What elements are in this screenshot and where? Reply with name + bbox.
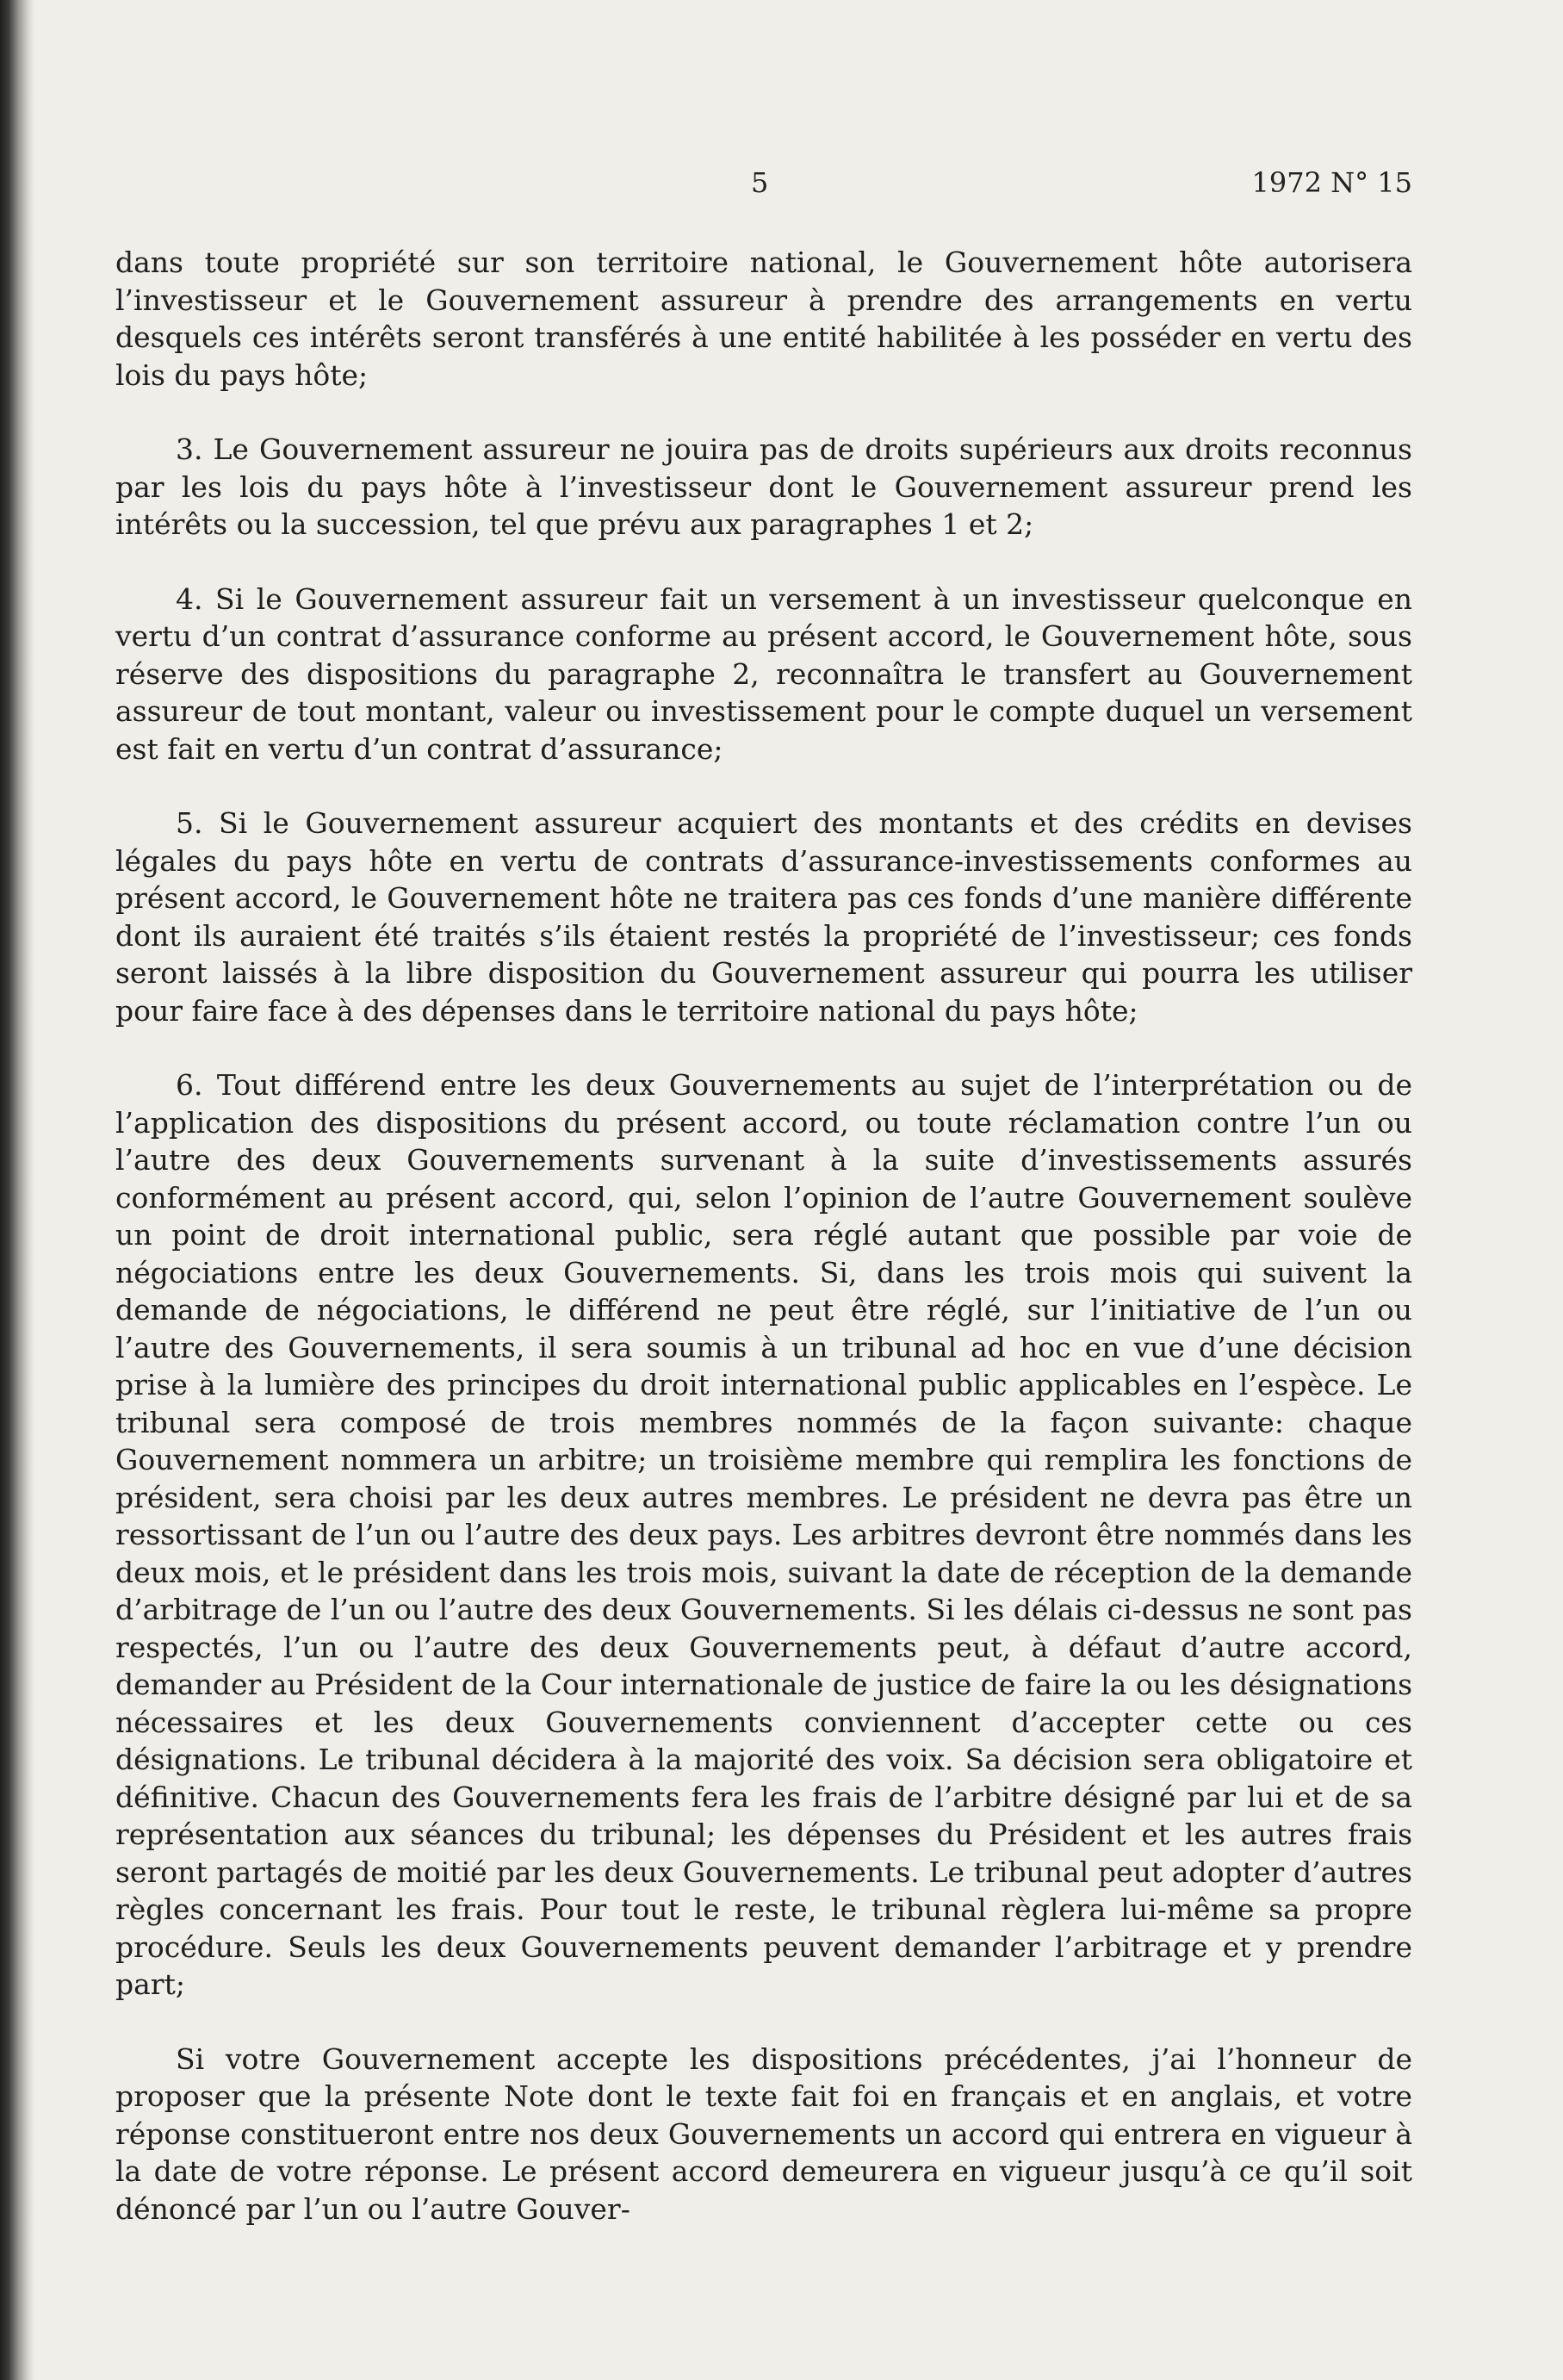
paragraph-5: 5. Si le Gouvernement assureur acquiert des montants et des crédits en devises légales du pays hôte en vertu de contrats d’assurance-investissements conformes au présent accord, le Gouvernement hôte ne traitera pas ces fonds d’une manière différente dont ils auraient été traités s’ils étaient restés la propriété de l’investisseur; ces fonds seront laissés à la libre disposition du Gouvernement assureur qui pourra les utiliser pour faire face à des dépenses dans le territoire national du pays hôte; [115, 806, 1412, 1028]
closing-paragraph: Si votre Gouvernement accepte les dispositions précédentes, j’ai l’honneur de proposer que la présente Note dont le texte fait foi en français et en anglais, et votre réponse constitueront entre nos deux Gouvernements un accord qui entrera en vigueur à la date de votre réponse. Le présent accord demeurera en vigueur jusqu’à ce qu’il soit dénoncé par l’un ou l’autre Gouver- [115, 2041, 1412, 2226]
binding-shadow [0, 0, 34, 2380]
paragraph-3: 3. Le Gouvernement assureur ne jouira pas de droits supérieurs aux droits reconnus par les lois du pays hôte à l’investisseur dont le Gouvernement assureur prend les intérêts ou la succession, tel que prévu aux paragraphes 1 et 2; [115, 432, 1412, 541]
body-text [115, 244, 1412, 2228]
paragraph-6: 6. Tout différend entre les deux Gouvernements au sujet de l’interprétation ou de l’application des dispositions du présent accord, ou toute réclamation contre l’un ou l’autre des deux Gouvernements survenant à la suite d’investissements assurés conformément au présent accord, qui, selon l’opinion de l’autre Gouvernement soulève un point de droit international public, sera réglé autant que possible par voie de négociations entre les deux Gouvernements. Si, dans les trois mois qui suivent la demande de négociations, le différend ne peut être réglé, sur l’initiative de l’un ou l’autre des Gouvernements, il sera soumis à un tribunal ad hoc en vue d’une décision prise à la lumière des principes du droit international public applicables en l’espèce. Le tribunal sera composé de trois membres nommés de la façon suivante: chaque Gouvernement nommera un arbitre; un troisième membre qui remplira les fonctions de président, sera choisi par les deux autres membres. Le président ne devra pas être un ressortissant de l’un ou l’autre des deux pays. Les arbitres devront être nommés dans les deux mois, et le président dans les trois mois, suivant la date de réception de la demande d’arbitrage de l’un ou l’autre des deux Gouvernements. Si les délais ci-dessus ne sont pas respectés, l’un ou l’autre des deux Gouvernements peut, à défaut d’autre accord, demander au Président de la Cour internationale de justice de faire la ou les désignations nécessaires et les deux Gouvernements conviennent d’accepter cette ou ces désignations. Le tribunal décidera à la majorité des voix. Sa décision sera obligatoire et définitive. Chacun des Gouvernements fera les frais de l’arbitre désigné par lui et de sa représentation aux séances du tribunal; les dépenses du Président et les autres frais seront partagés de moitié par les deux Gouvernements. Le tribunal peut adopter d’autres règles concernant les frais. Pour tout le reste, le tribunal règlera lui-même sa propre procédure. Seuls les deux Gouvernements peuvent demander l’arbitrage et y prendre part; [115, 1068, 1413, 2001]
page-number: 5 [751, 166, 769, 199]
document-reference: 1972 N° 15 [1251, 166, 1412, 199]
paragraph-4: 4. Si le Gouvernement assureur fait un versement à un investisseur quelconque en vertu d’un contrat d’assurance conforme au présent accord, le Gouvernement hôte, sous réserve des dispositions du paragraphe 2, reconnaîtra le transfert au Gouvernement assureur de tout montant, valeur ou investissement pour le compte duquel un versement est fait en vertu d’un contrat d’assurance; [115, 581, 1412, 766]
paragraph-continuation: dans toute propriété sur son territoire national, le Gouvernement hôte autorisera l’investisseur et le Gouvernement assureur à prendre des arrangements en vertu desquels ces intérêts seront transférés à une entité habilitée à les posséder en vertu des lois du pays hôte; [115, 245, 1412, 392]
page-header [115, 166, 1412, 209]
